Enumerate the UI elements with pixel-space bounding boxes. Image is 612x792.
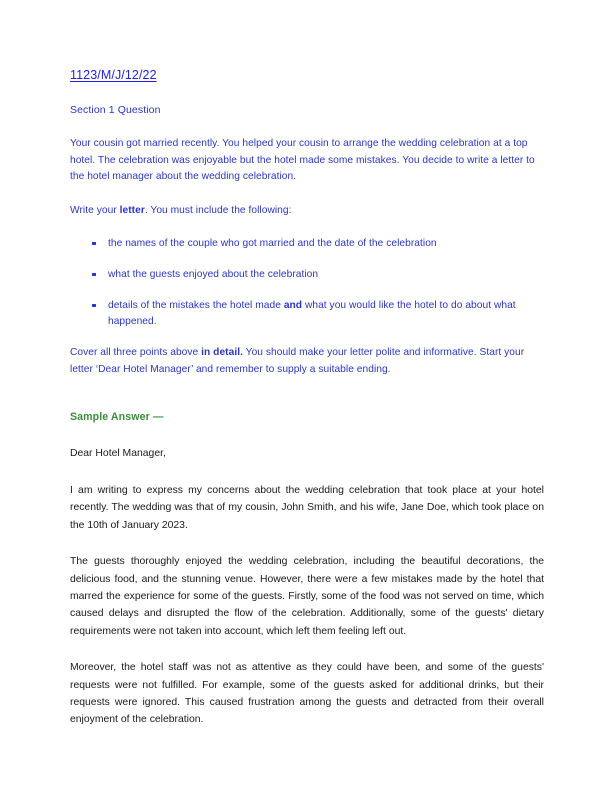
question-closing-paragraph [70,345,544,378]
list-item-text [108,300,516,327]
list-item-bold: and [283,300,303,311]
question-requirements-list [70,236,544,330]
answer-paragraph: The guests thoroughly enjoyed the wedding celebration, including the beautiful decorations, the delicious food, and the stunning venue. However, there were a few mistakes made by the hotel that marred the experience for some of the guests. Firstly, some of the food was not served on time, which caused delays and disrupted the flow of the celebration. Additionally, some of the guests' dietary requirements were not taken into account, which left them feeling left out. [70,556,544,637]
list-item-prefix: the names of the couple who got married and the date of the celebration [108,238,437,249]
answer-salutation: Dear Hotel Manager, [70,448,166,459]
closing-prefix: Cover all three points above [70,347,202,358]
closing-bold: in detail. [201,347,243,358]
list-item [70,267,544,283]
instruction-bold-letter: letter [119,204,145,216]
list-item-suffix: what you would like the hotel to do about what happened. [108,300,516,327]
bullet-icon [92,304,96,308]
section-heading: Section 1 Question [70,104,161,116]
instruction-prefix: Write your [70,204,120,216]
instruction-suffix: . You must include the following: [144,204,292,216]
bullet-icon [92,242,96,246]
list-item [70,236,544,252]
document-content [70,66,544,729]
list-item-prefix: details of the mistakes the hotel made [108,300,284,311]
document-code-link[interactable]: 1123/M/J/12/22 [70,68,157,82]
answer-paragraph: Moreover, the hotel staff was not as attentive as they could have been, and some of the guests' requests were not fulfilled. For example, some of the guests asked for additional drinks, but their requests were ignored. This caused frustration among the guests and detracted from their overall enjoyment of the celebration. [70,662,544,726]
list-item-text [108,238,437,249]
question-intro-paragraph: Your cousin got married recently. You helped your cousin to arrange the wedding celebration at a top hotel. The celebration was enjoyable but the hotel made some mistakes. You decide to write a letter to the hotel manager about the wedding celebration. [70,138,535,182]
list-item [70,298,544,330]
list-item-text [108,269,318,280]
document-code-line [70,66,544,104]
closing-suffix: You should make your letter polite and informative. Start your letter ‘Dear Hotel Manager’ and remember to supply a suitable ending. [70,347,525,375]
bullet-icon [92,273,96,277]
answer-paragraph: I am writing to express my concerns about the wedding celebration that took place at your hotel recently. The wedding was that of my cousin, John Smith, and his wife, Jane Doe, which took place on the 10th of January 2023. [70,485,544,531]
list-item-prefix: what the guests enjoyed about the celebration [108,269,319,280]
question-instruction-paragraph [70,203,544,220]
sample-answer-heading: Sample Answer — [70,411,164,423]
